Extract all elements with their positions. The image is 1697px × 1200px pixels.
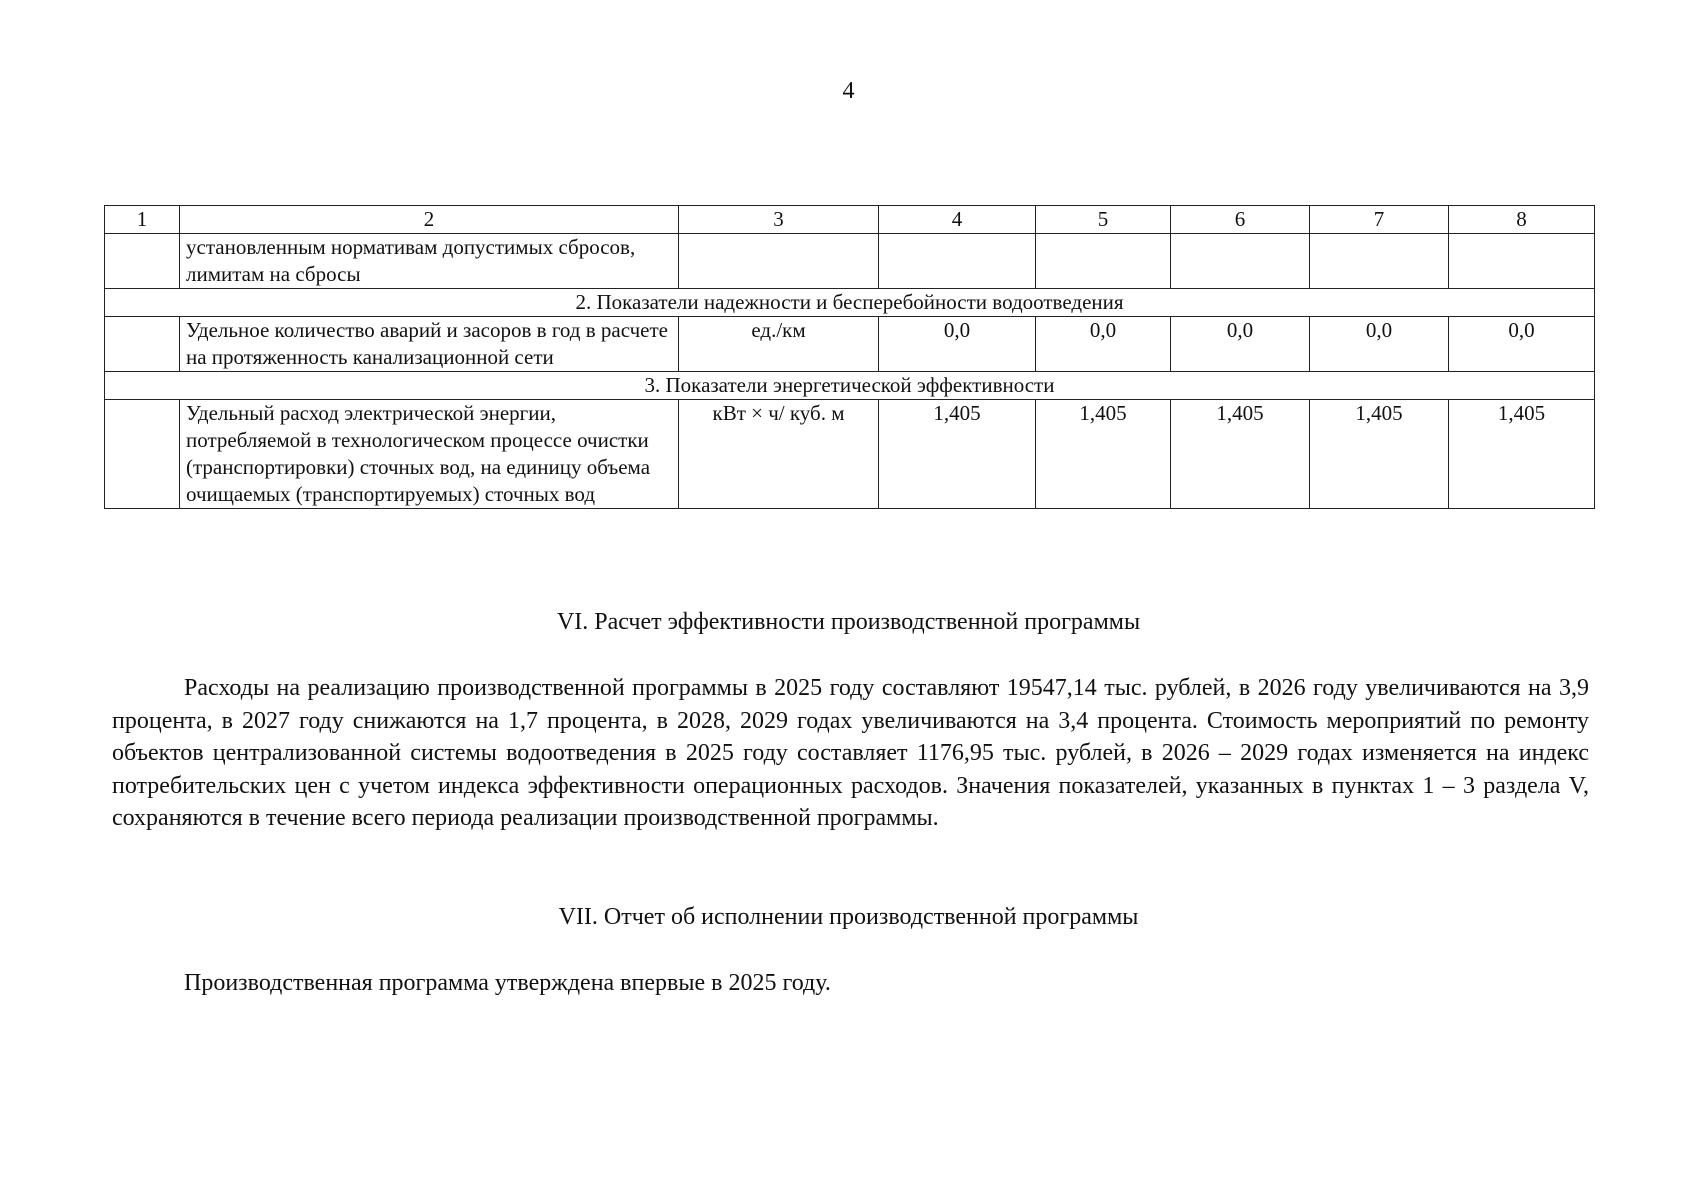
indicator-description: Удельное количество аварий и засоров в год в расчете на протяженность канализационной сети: [180, 317, 679, 372]
column-header: 3: [679, 206, 879, 234]
value-cell: [1449, 234, 1595, 289]
value-cell: 1,405: [1171, 400, 1310, 509]
section-title-row: [105, 372, 1595, 400]
table-header-row: [105, 206, 1595, 234]
value-cell: [1036, 234, 1171, 289]
indicator-description: Удельный расход электрической энергии, потребляемой в технологическом процессе очистки (транспортировки) сточных вод, на единицу объема очищаемых (транспортируемых) сточных вод: [180, 400, 679, 509]
value-cell: 1,405: [879, 400, 1036, 509]
column-header: 2: [180, 206, 679, 234]
table-row: [105, 317, 1595, 372]
section-title: 2. Показатели надежности и бесперебойности водоотведения: [105, 289, 1595, 317]
column-header: 7: [1310, 206, 1449, 234]
unit-cell: ед./км: [679, 317, 879, 372]
indicators-table: [104, 205, 1595, 509]
column-header: 4: [879, 206, 1036, 234]
column-header: 8: [1449, 206, 1595, 234]
value-cell: 0,0: [1310, 317, 1449, 372]
column-header: 1: [105, 206, 180, 234]
value-cell: 1,405: [1310, 400, 1449, 509]
value-cell: 1,405: [1036, 400, 1171, 509]
value-cell: 1,405: [1449, 400, 1595, 509]
value-cell: 0,0: [879, 317, 1036, 372]
section-7-paragraph: Производственная программа утверждена впервые в 2025 году.: [184, 970, 831, 996]
value-cell: [1310, 234, 1449, 289]
page-number: 4: [842, 78, 855, 104]
row-number-cell: [105, 400, 180, 509]
section-title-row: [105, 289, 1595, 317]
value-cell: [1171, 234, 1310, 289]
table-row: [105, 400, 1595, 509]
column-header: 5: [1036, 206, 1171, 234]
indicator-description: установленным нормативам допустимых сбросов, лимитам на сбросы: [180, 234, 679, 289]
table-row: [105, 234, 1595, 289]
value-cell: 0,0: [1036, 317, 1171, 372]
unit-cell: [679, 234, 879, 289]
value-cell: [879, 234, 1036, 289]
value-cell: 0,0: [1171, 317, 1310, 372]
section-6-heading: VI. Расчет эффективности производственной программы: [556, 609, 1141, 635]
section-6-paragraph: Расходы на реализацию производственной программы в 2025 году составляют 19547,14 тыс. рублей, в 2026 году увеличиваются на 3,9 процента, в 2027 году снижаются на 1,7 процента, в 2028, 2029 годах увеличиваются на 3,4 процента. Стоимость мероприятий по ремонту объектов централизованной системы водоотведения в 2025 году составляет 1176,95 тыс. рублей, в 2026 – 2029 годах изменяется на индекс потребительских цен с учетом индекса эффективности операционных расходов. Значения показателей, указанных в пунктах 1 – 3 раздела V, сохраняются в течение всего периода реализации производственной программы.: [112, 675, 1589, 831]
row-number-cell: [105, 317, 180, 372]
value-cell: 0,0: [1449, 317, 1595, 372]
section-title: 3. Показатели энергетической эффективности: [105, 372, 1595, 400]
unit-cell: кВт × ч/ куб. м: [679, 400, 879, 509]
column-header: 6: [1171, 206, 1310, 234]
row-number-cell: [105, 234, 180, 289]
section-7-heading: VII. Отчет об исполнении производственной программы: [558, 904, 1139, 930]
